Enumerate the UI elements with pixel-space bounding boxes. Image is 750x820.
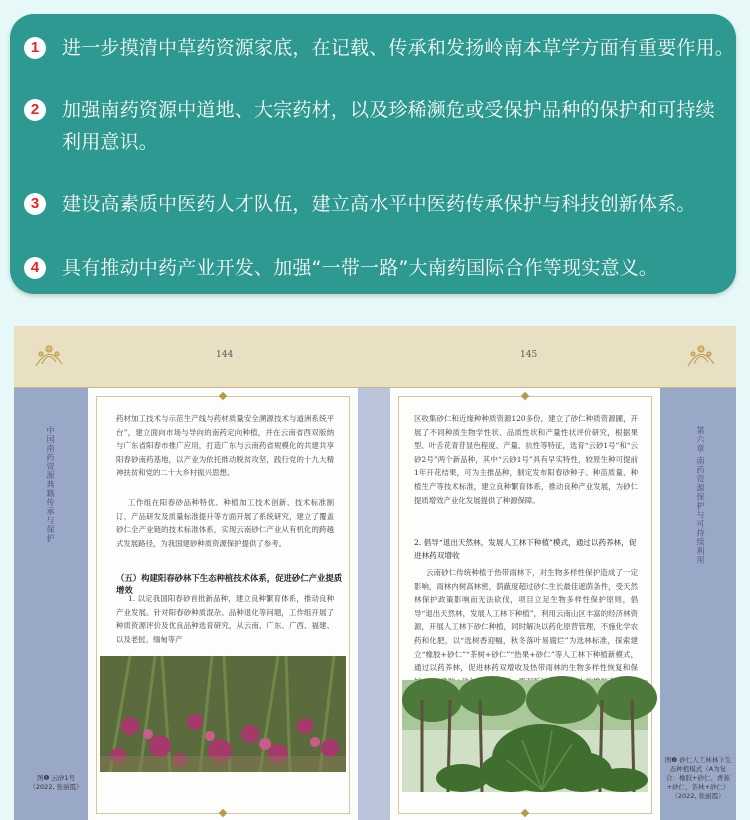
left-text-bottom: 1. 以定我国阳春砂首批新品种，建立良种繁育体系，推动良种产业发展。针对阳春砂种质混杂、品种退化等问题，工作组开展了种质资源评价及优良品种选育研究，从云南、广东、广西、福建、以及老挝、缅甸等产 [116,594,334,644]
left-page [88,388,358,820]
left-text-top: 药材加工技术与示范生产线与药材质量安全溯源技术与道洲系统平台”，建立面向市场与导向的南药定向种植，并在云南省西双版纳与广东省阳春市推广应用，打造广东与云南药省规模化的共建共享阳春砂南药基地，以产业为依托推动脱贫攻坚，践行党的十九大精神扶贫和党的二十大乡村振兴思想。 [116,414,334,478]
point-4 [24,252,734,284]
point-number-badge: 3 [24,193,46,215]
point-text: 建设高素质中医药人才队伍，建立高水平中医药传承保护与科技创新体系。 [62,193,696,215]
point-number-badge: 4 [24,257,46,279]
right-photo-caption: 图❷ 砂仁人工林林下生态种植模式（A为复合：橡胶+砂仁、香蕉+砂仁、茶林+砂仁）（2022, 张丽霞） [664,756,732,800]
page-number-left: 144 [216,350,234,360]
left-side-title: 中国南药资源典籍传承与保护 [46,426,55,543]
ginger-plant-photo [100,656,346,772]
point-2 [24,94,722,158]
left-photo-caption: 图❶ 云砂1号（2022, 张丽霞） [29,774,83,791]
point-number-badge: 1 [24,37,46,59]
point-number-badge: 2 [24,99,46,121]
book-header-band [14,326,736,388]
point-1 [24,32,734,64]
point-text: 进一步摸清中草药资源家底，在记载、传承和发扬岭南本草学方面有重要作用。 [62,37,735,59]
right-page [390,388,660,820]
right-section-heading: 2. 倡导“退出天然林，发展人工林下种植”模式，通过以药养林，促进林药双增收 [414,538,637,560]
right-text-top: 区收集砂仁和近缘种种质资源120多份，建立了砂仁种质资源圃，开展了不同种质生物学性状、品质性状和产量性状评价研究，根据果型、叶舌花青苷显色程度、产量、抗性等特征，选育“云砂1号”和“云砂2号”两个新品种，其中“云砂1号”具有早实特性，较原生种可提前1年开花结果，可为主推品种，制定发布阳春砂种子、种苗质量、种植生产等技术标准，建立良种繁育体系，推动良种产业发展，为砂仁提质增效产业化发展提供了种源保障。 [414,414,638,505]
book-spread-image [14,326,736,820]
right-side-title: 第六章 南药资源保护与可持续利用 [696,426,705,565]
book-gutter [358,388,390,820]
page-number-right: 145 [520,350,538,360]
left-section-heading: （五）构建阳春砂林下生态种植技术体系，促进砂仁产业提质增效 [116,573,343,595]
point-text: 加强南药资源中道地、大宗药材，以及珍稀濒危或受保护品种的保护和可持续利用意识。 [62,99,715,153]
right-text-bottom: 云南砂仁传统种植于热带雨林下，对生物多样性保护造成了一定影响，雨林内树高林密，荫蔽度超过砂仁生长最佳遮荫条件，受天然林保护政策影响而无法砍伐，项目立足生物多样性保护原则，倡导“退出天然林，发展人工林下种植”，利用云南山区丰富的经济林资源，开展人工林下砂仁种植，同时解决以药化原营管理，不施化学农药和化肥，以“选树香迎幅，秋冬落叶易腐烂”为选林标准，探索建立“橡胶+砂仁”“茶树+砂仁”“热果+砂仁”等人工林下种植新模式，通过以药养林，促进林药双增收及热带雨林的生物多样性恢复和保 [414,568,638,673]
floral-ornament-icon [684,340,718,370]
point-3 [24,188,734,220]
floral-ornament-icon [32,340,66,370]
left-text-mid: 工作组在阳春砂品种特优、种植加工技术创新、技术标准制订、产品研发及质量标准提升等方面开展了系统研究，建立了覆盖砂仁全产业链的技术标准体系，实现云南砂仁产业从有机化的跨越式发展路径，为我国建砂种质资源保护提供了参考。 [116,498,334,548]
rubber-forest-photo [402,680,648,792]
point-text: 具有推动中药产业开发、加强“一带一路”大南药国际合作等现实意义。 [62,257,659,279]
info-card [10,14,736,294]
